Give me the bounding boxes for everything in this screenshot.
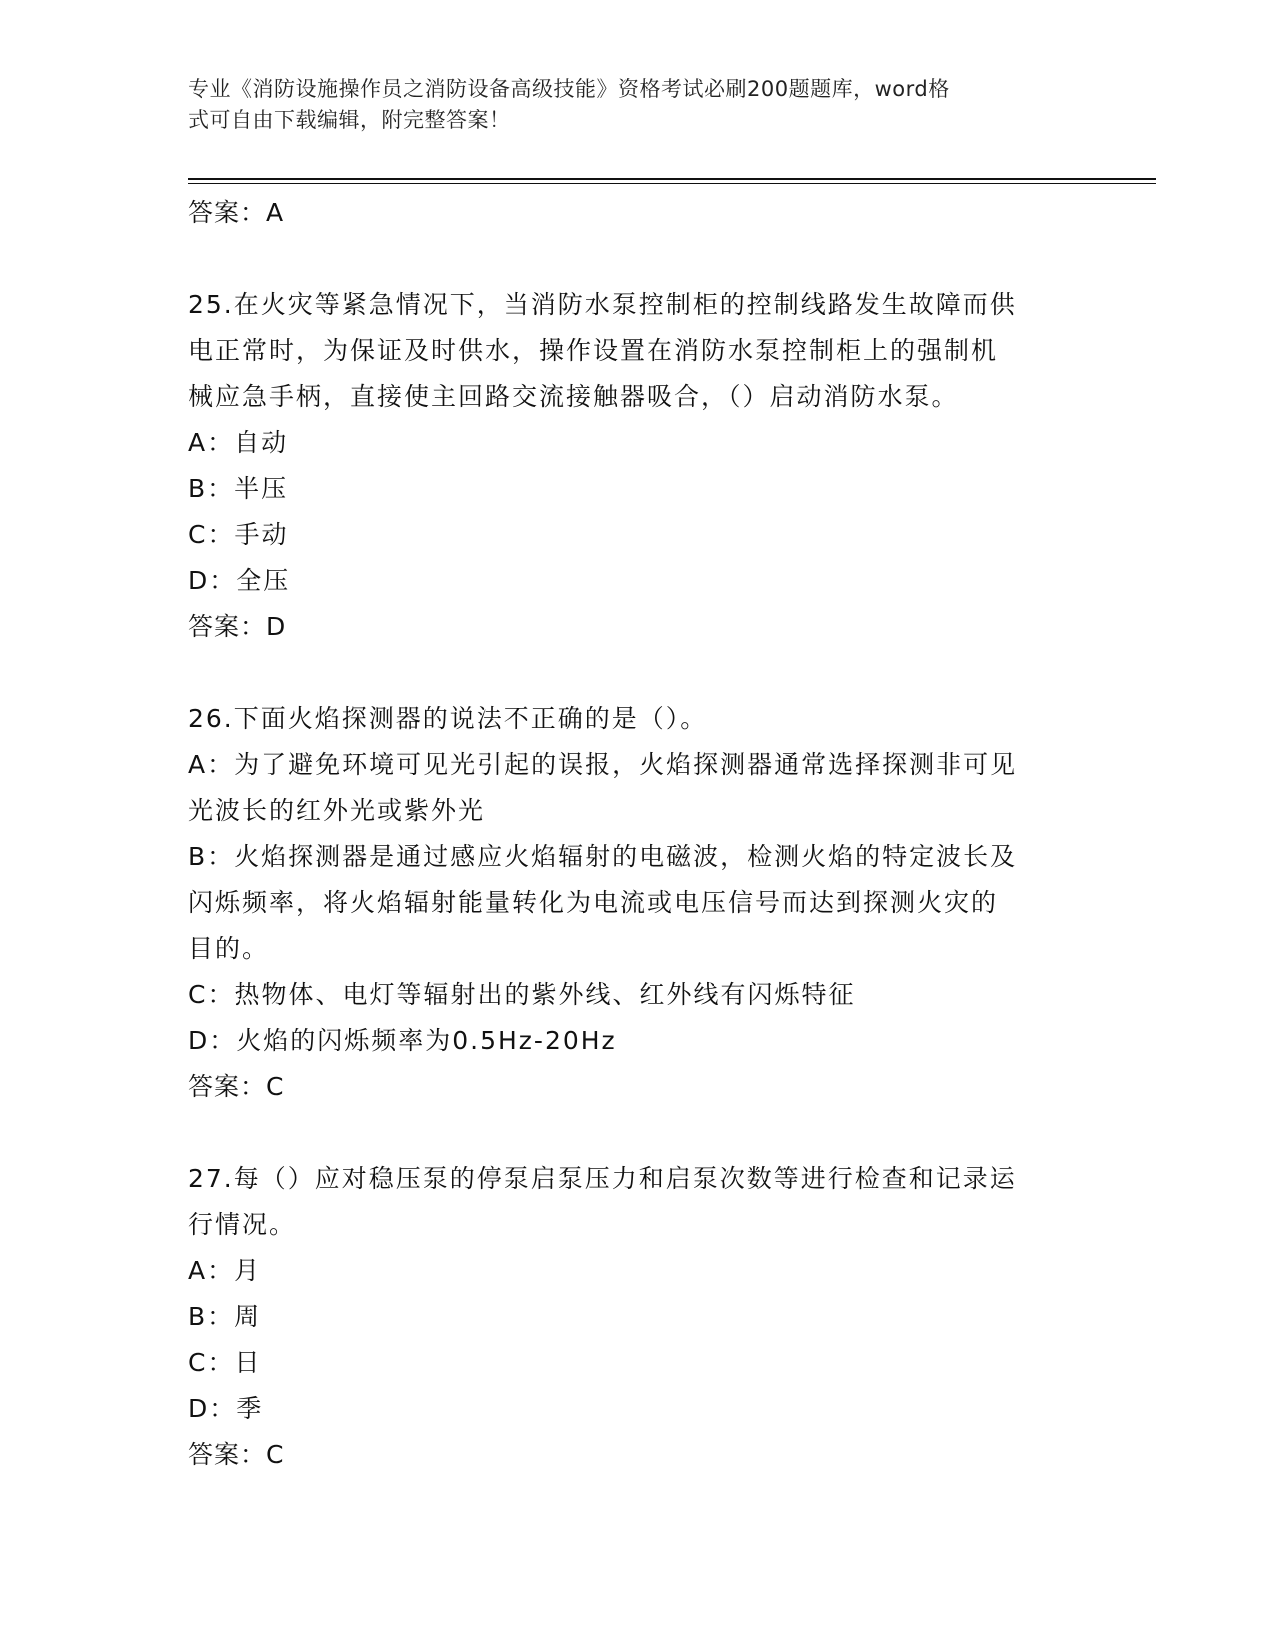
question-stem-line: 行情况。 bbox=[188, 1210, 297, 1239]
option-a: A：月 bbox=[188, 1256, 262, 1285]
header-rule-thick bbox=[188, 178, 1156, 180]
question-27 bbox=[188, 1156, 1088, 1478]
answer-line: 答案：D bbox=[188, 612, 287, 641]
document-header bbox=[188, 74, 1078, 136]
question-stem-line: 电正常时，为保证及时供水，操作设置在消防水泵控制柜上的强制机 bbox=[188, 336, 999, 365]
question-stem-line: 26.下面火焰探测器的说法不正确的是（）。 bbox=[188, 704, 708, 733]
option-a: A：为了避免环境可见光引起的误报，火焰探测器通常选择探测非可见 bbox=[188, 750, 1018, 779]
document-body bbox=[188, 190, 1088, 1478]
answer-line: 答案：C bbox=[188, 1440, 285, 1469]
question-stem-line: 械应急手柄，直接使主回路交流接触器吸合，（）启动消防水泵。 bbox=[188, 382, 959, 411]
header-line-2: 式可自由下载编辑，附完整答案！ bbox=[188, 108, 511, 132]
option-d: D：季 bbox=[188, 1394, 264, 1423]
question-stem-line: 27.每（）应对稳压泵的停泵启泵压力和启泵次数等进行检查和记录运 bbox=[188, 1164, 1017, 1193]
question-26 bbox=[188, 696, 1088, 1110]
option-d: D：全压 bbox=[188, 566, 291, 595]
header-line-1: 专业《消防设施操作员之消防设备高级技能》资格考试必刷200题题库，word格 bbox=[188, 77, 950, 101]
option-a: A：自动 bbox=[188, 428, 289, 457]
question-stem-line: 25.在火灾等紧急情况下，当消防水泵控制柜的控制线路发生故障而供 bbox=[188, 290, 1017, 319]
option-b: B：火焰探测器是通过感应火焰辐射的电磁波，检测火焰的特定波长及 bbox=[188, 842, 1018, 871]
option-b-continued: 目的。 bbox=[188, 934, 270, 963]
option-d: D：火焰的闪烁频率为0.5Hz-20Hz bbox=[188, 1026, 617, 1055]
answer-line: 答案：C bbox=[188, 1072, 285, 1101]
option-b: B：周 bbox=[188, 1302, 262, 1331]
option-b: B：半压 bbox=[188, 474, 289, 503]
option-a-continued: 光波长的红外光或紫外光 bbox=[188, 796, 486, 825]
option-b-continued: 闪烁频率，将火焰辐射能量转化为电流或电压信号而达到探测火灾的 bbox=[188, 888, 999, 917]
previous-answer: 答案：A bbox=[188, 198, 285, 227]
option-c: C：日 bbox=[188, 1348, 262, 1377]
option-c: C：热物体、电灯等辐射出的紫外线、红外线有闪烁特征 bbox=[188, 980, 856, 1009]
header-rule-thin bbox=[188, 183, 1156, 184]
option-c: C：手动 bbox=[188, 520, 289, 549]
question-25 bbox=[188, 282, 1088, 650]
